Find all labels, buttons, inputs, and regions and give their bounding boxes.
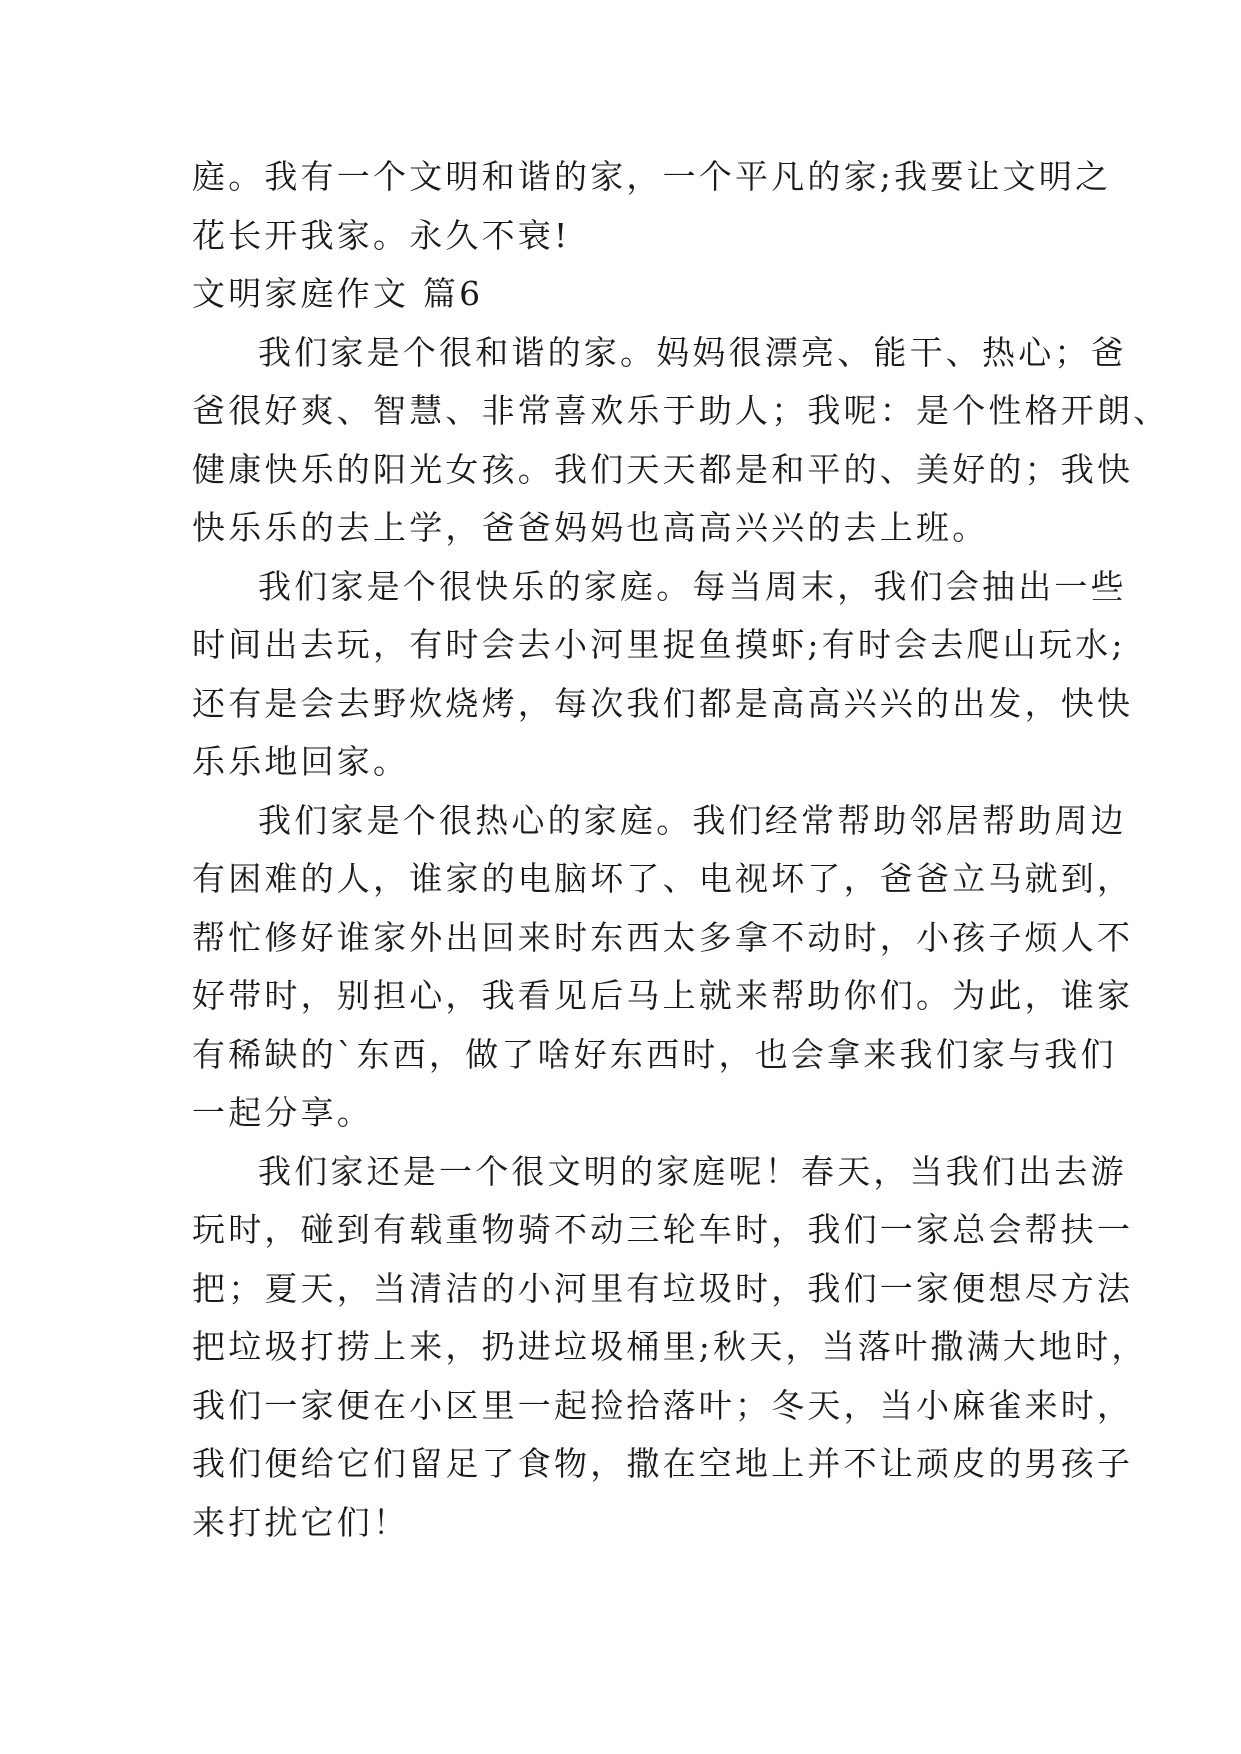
- paragraph-line: 来打扰它们！: [192, 1502, 410, 1542]
- paragraph-line: 我们便给它们留足了食物，撒在空地上并不让顽皮的男孩子: [192, 1444, 1134, 1483]
- paragraph-line: 玩时，碰到有载重物骑不动三轮车时，我们一家总会帮扶一: [192, 1210, 1134, 1249]
- paragraph-line: 一起分享。: [192, 1093, 373, 1132]
- continuation-line: 花长开我家。永久不衰!: [192, 215, 571, 255]
- paragraph-line: 帮忙修好谁家外出回来时东西太多拿不动时，小孩子烦人不: [192, 917, 1134, 957]
- paragraph-line: 快乐乐的去上学，爸爸妈妈也高高兴兴的去上班。: [192, 508, 989, 547]
- paragraph-line: 我们家还是一个很文明的家庭呢！春天，当我们出去游: [258, 1151, 1127, 1191]
- section-heading: 文明家庭作文 篇6: [192, 274, 484, 313]
- paragraph-line: 爸很好爽、智慧、非常喜欢乐于助人；我呢：是个性格开朗、: [192, 391, 1170, 430]
- paragraph-line: 我们家是个很热心的家庭。我们经常帮助邻居帮助周边: [258, 800, 1127, 840]
- paragraph-line: 乐乐地回家。: [192, 742, 410, 781]
- paragraph-line: 有困难的人，谁家的电脑坏了、电视坏了，爸爸立马就到，: [192, 859, 1134, 898]
- paragraph-line: 我们家是个很快乐的家庭。每当周末，我们会抽出一些: [258, 566, 1127, 606]
- paragraph-line: 把垃圾打捞上来，扔进垃圾桶里;秋天，当落叶撒满大地时，: [192, 1327, 1148, 1366]
- paragraph-line: 健康快乐的阳光女孩。我们天天都是和平的、美好的；我快: [192, 449, 1134, 489]
- paragraph-line: 我们家是个很和谐的家。妈妈很漂亮、能干、热心；爸: [258, 332, 1127, 372]
- document-body: [192, 148, 1170, 1552]
- continuation-line: 庭。我有一个文明和谐的家，一个平凡的家;我要让文明之: [192, 157, 1112, 196]
- paragraph-line: 好带时，别担心，我看见后马上就来帮助你们。为此，谁家: [192, 976, 1134, 1015]
- paragraph-line: 我们一家便在小区里一起捡拾落叶；冬天，当小麻雀来时，: [192, 1385, 1134, 1425]
- paragraph-line: 把；夏天，当清洁的小河里有垃圾时，我们一家便想尽方法: [192, 1268, 1134, 1308]
- paragraph-line: 有稀缺的`东西，做了啥好东西时，也会拿来我们家与我们: [192, 1034, 1117, 1074]
- paragraph-line: 还有是会去野炊烧烤，每次我们都是高高兴兴的出发，快快: [192, 683, 1134, 723]
- paragraph-line: 时间出去玩，有时会去小河里捉鱼摸虾;有时会去爬山玩水;: [192, 625, 1126, 664]
